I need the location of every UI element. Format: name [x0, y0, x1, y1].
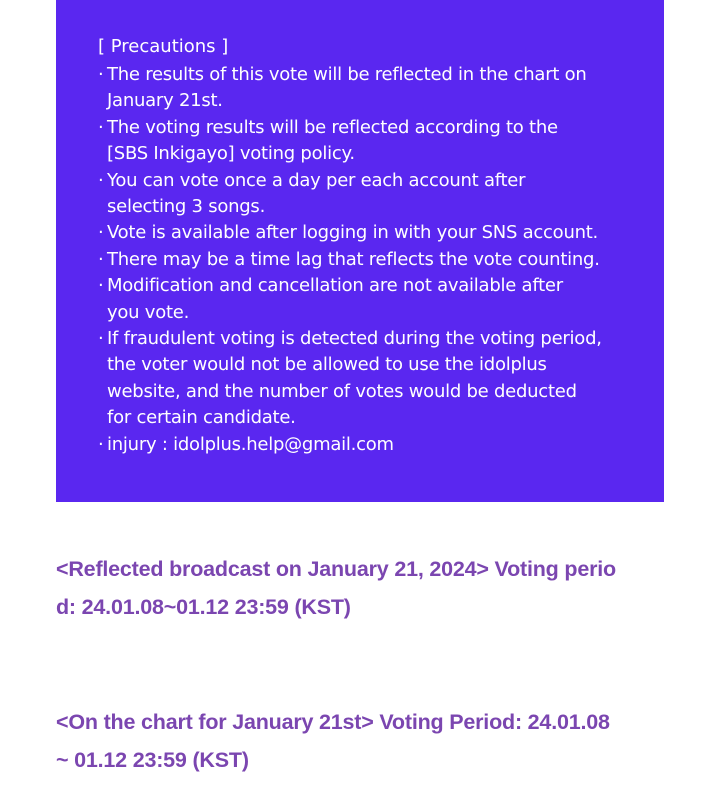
- bullet-dot: ·: [98, 64, 104, 85]
- precaution-text: If fraudulent voting is detected during the voting period, the voter would not be allowed to use the idolplus website, and the number of votes would be deducted for certain candidate.: [107, 328, 602, 429]
- precaution-text: The results of this vote will be reflected in the chart on January 21st.: [107, 64, 587, 112]
- bullet-dot: ·: [98, 116, 104, 138]
- bullet-dot: ·: [98, 275, 104, 297]
- precaution-item-voting-policy: [98, 115, 658, 168]
- precaution-item-contact: [98, 432, 658, 458]
- precaution-item-results-chart: [98, 62, 658, 115]
- precaution-item-once-a-day: [98, 168, 658, 221]
- precaution-text: There may be a time lag that reflects the vote counting.: [107, 248, 600, 270]
- precaution-item-no-modification: [98, 273, 658, 326]
- bullet-dot: ·: [98, 433, 104, 455]
- broadcast-voting-period: <Reflected broadcast on January 21, 2024> Voting perio d: 24.01.08~01.12 23:59 (KST): [56, 557, 616, 619]
- chart-voting-period: <On the chart for January 21st> Voting Period: 24.01.08 ~ 01.12 23:59 (KST): [56, 710, 610, 772]
- precaution-item-time-lag: [98, 247, 658, 273]
- bullet-dot: ·: [98, 248, 104, 270]
- precaution-item-sns-login: [98, 220, 658, 246]
- precaution-contact-text: injury : idolplus.help@gmail.com: [107, 433, 394, 455]
- precaution-text: You can vote once a day per each account after selecting 3 songs.: [107, 169, 526, 218]
- precautions-banner: [56, 0, 664, 502]
- bullet-dot: ·: [98, 328, 104, 350]
- bullet-dot: ·: [98, 169, 104, 191]
- precautions-list: [98, 62, 658, 458]
- precautions-title: [ Precautions ]: [98, 36, 229, 57]
- bullet-dot: ·: [98, 222, 104, 244]
- precaution-item-fraud: [98, 326, 658, 432]
- precaution-text: Vote is available after logging in with your SNS account.: [107, 222, 599, 244]
- precaution-text: Modification and cancellation are not available after you vote.: [107, 275, 563, 323]
- precaution-text: The voting results will be reflected according to the [SBS Inkigayo] voting policy.: [107, 116, 558, 165]
